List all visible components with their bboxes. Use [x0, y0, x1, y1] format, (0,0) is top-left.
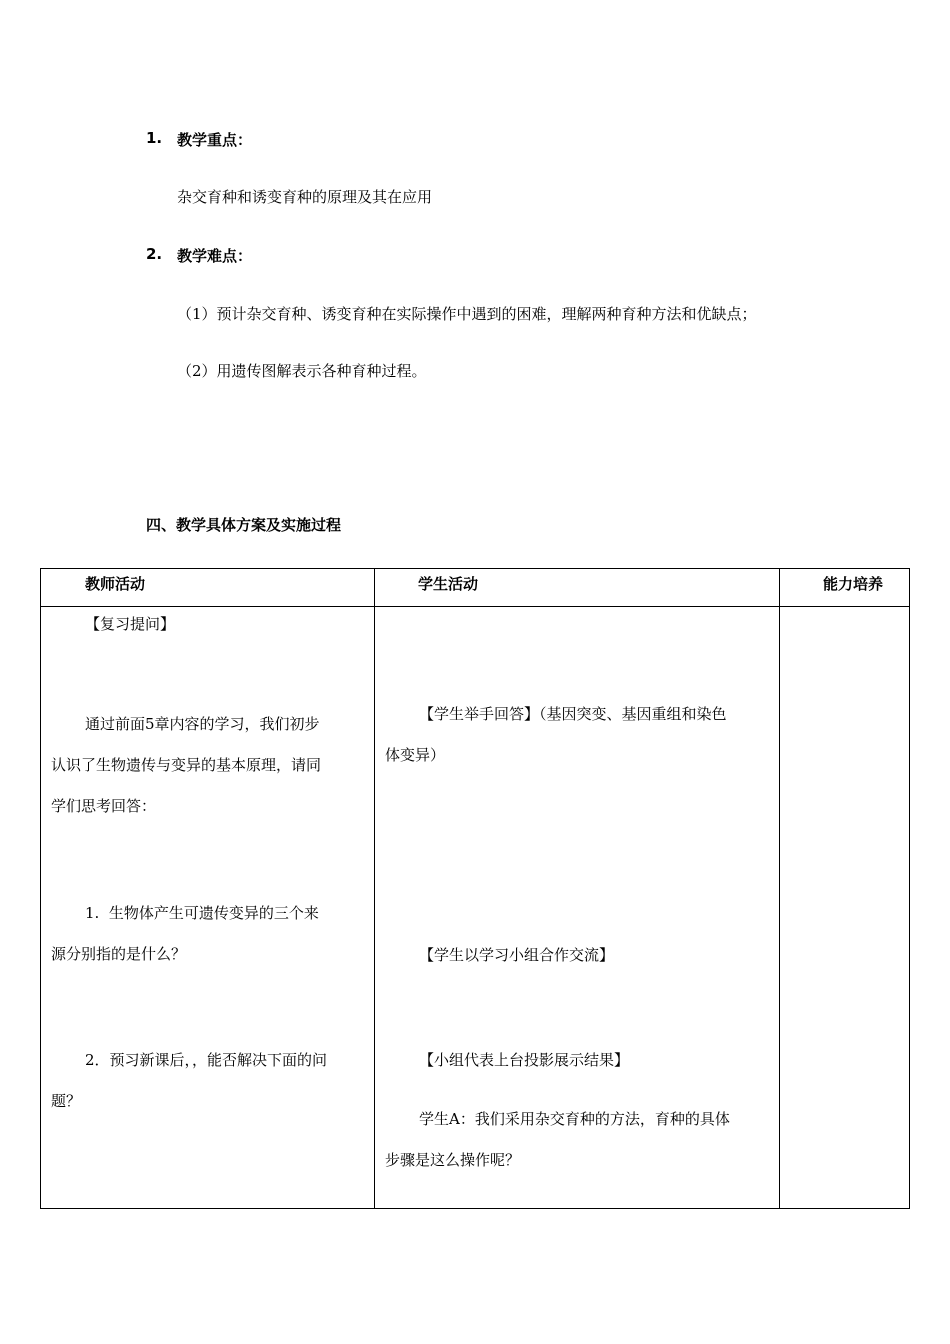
- student-answer-line-2: 体变异）: [385, 746, 446, 764]
- table-header-row: [41, 569, 910, 607]
- student-activity-cell: [375, 607, 780, 1209]
- table-row: [41, 607, 910, 1209]
- group-discussion-label: 【学生以学习小组合作交流】: [419, 946, 615, 964]
- teacher-activity-cell: [41, 607, 375, 1209]
- section-title: 四、教学具体方案及实施过程: [146, 516, 342, 534]
- difficulties-number: 2.: [146, 245, 163, 263]
- key-points-heading: 教学重点：: [177, 131, 253, 149]
- student-a-line-1: 学生A：我们采用杂交育种的方法，育种的具体: [419, 1110, 730, 1128]
- header-student-cell: [375, 569, 780, 607]
- ability-content: [780, 607, 909, 1208]
- review-question-label: 【复习提问】: [85, 615, 176, 633]
- question-1-line-2: 源分别指的是什么？: [51, 945, 187, 963]
- question-2-line-1: 2．预习新课后，，能否解决下面的问: [85, 1051, 328, 1069]
- intro-line-2: 认识了生物遗传与变异的基本原理，请同: [51, 756, 322, 774]
- student-a-line-2: 步骤是这么操作呢？: [385, 1151, 521, 1169]
- difficulty-item-2: （2）用遗传图解表示各种育种过程。: [177, 362, 427, 380]
- difficulty-item-1: （1）预计杂交育种、诱变育种在实际操作中遇到的困难，理解两种育种方法和优缺点；: [177, 305, 757, 323]
- header-teacher-cell: [41, 569, 375, 607]
- question-1-line-1: 1. 生物体产生可遗传变异的三个来: [85, 904, 319, 922]
- key-points-content: 杂交育种和诱变育种的原理及其在应用: [177, 188, 433, 206]
- plan-table: [40, 568, 910, 1209]
- header-student: 学生活动: [418, 575, 479, 593]
- group-present-label: 【小组代表上台投影展示结果】: [419, 1051, 630, 1069]
- ability-cell: [780, 607, 910, 1209]
- header-ability: 能力培养: [823, 575, 884, 593]
- key-points-number: 1.: [146, 129, 163, 147]
- intro-line-3: 学们思考回答：: [51, 797, 157, 815]
- student-answer-line-1: 【学生举手回答】（基因突变、基因重组和染色: [419, 705, 727, 723]
- header-teacher: 教师活动: [85, 575, 146, 593]
- header-ability-cell: [780, 569, 910, 607]
- intro-line-1: 通过前面5章内容的学习，我们初步: [85, 715, 320, 733]
- difficulties-heading: 教学难点：: [177, 247, 253, 265]
- question-2-line-2: 题？: [51, 1092, 82, 1110]
